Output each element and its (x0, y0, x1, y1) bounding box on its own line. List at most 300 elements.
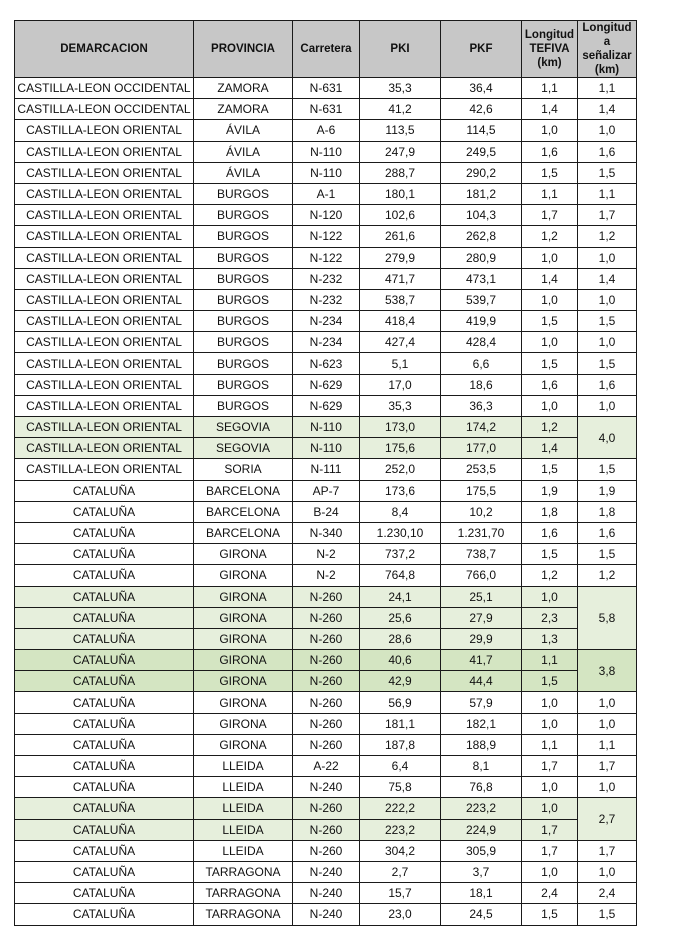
cell-pkf: 6,6 (441, 353, 522, 374)
cell-provincia: BURGOS (194, 205, 293, 226)
cell-pkf: 174,2 (441, 417, 522, 438)
cell-demarcacion: CATALUÑA (15, 692, 194, 713)
cell-carretera: N-623 (293, 353, 360, 374)
cell-provincia: SEGOVIA (194, 417, 293, 438)
cell-provincia: BURGOS (194, 374, 293, 395)
cell-pki: 304,2 (360, 840, 441, 861)
cell-longitud-tefiva: 1,7 (522, 205, 578, 226)
cell-demarcacion: CASTILLA-LEON OCCIDENTAL (15, 99, 194, 120)
cell-demarcacion: CATALUÑA (15, 544, 194, 565)
cell-longitud-tefiva: 1,7 (522, 819, 578, 840)
cell-pkf: 175,5 (441, 480, 522, 501)
cell-longitud-senalizar: 1,7 (578, 205, 637, 226)
table-row (15, 819, 637, 840)
table-row (15, 99, 637, 120)
cell-longitud-senalizar: 3,8 (578, 650, 637, 692)
cell-longitud-senalizar: 1,5 (578, 459, 637, 480)
cell-provincia: BURGOS (194, 395, 293, 416)
cell-provincia: LLEIDA (194, 840, 293, 861)
cell-pkf: 280,9 (441, 247, 522, 268)
cell-carretera: N-260 (293, 671, 360, 692)
cell-longitud-tefiva: 1,5 (522, 671, 578, 692)
cell-longitud-senalizar: 1,5 (578, 353, 637, 374)
cell-carretera: N-120 (293, 205, 360, 226)
cell-carretera: N-260 (293, 628, 360, 649)
cell-carretera: N-260 (293, 692, 360, 713)
cell-demarcacion: CATALUÑA (15, 819, 194, 840)
table-row (15, 501, 637, 522)
cell-longitud-senalizar: 1,1 (578, 183, 637, 204)
table-row (15, 162, 637, 183)
cell-carretera: N-260 (293, 607, 360, 628)
table-row (15, 628, 637, 649)
cell-provincia: SORIA (194, 459, 293, 480)
table-row (15, 205, 637, 226)
cell-longitud-tefiva: 1,1 (522, 183, 578, 204)
cell-carretera: N-260 (293, 713, 360, 734)
cell-provincia: BURGOS (194, 247, 293, 268)
cell-longitud-tefiva: 1,0 (522, 586, 578, 607)
table-body (15, 78, 637, 926)
cell-longitud-tefiva: 1,9 (522, 480, 578, 501)
cell-pki: 25,6 (360, 607, 441, 628)
cell-longitud-tefiva: 1,0 (522, 289, 578, 310)
cell-pki: 35,3 (360, 395, 441, 416)
cell-carretera: N-122 (293, 226, 360, 247)
cell-pki: 288,7 (360, 162, 441, 183)
cell-pki: 173,6 (360, 480, 441, 501)
cell-pkf: 290,2 (441, 162, 522, 183)
cell-longitud-tefiva: 1,2 (522, 417, 578, 438)
cell-provincia: TARRAGONA (194, 904, 293, 925)
cell-longitud-tefiva: 1,0 (522, 247, 578, 268)
cell-pkf: 8,1 (441, 756, 522, 777)
table-row (15, 840, 637, 861)
cell-longitud-tefiva: 1,5 (522, 459, 578, 480)
cell-pki: 56,9 (360, 692, 441, 713)
table-row (15, 438, 637, 459)
cell-longitud-tefiva: 1,0 (522, 692, 578, 713)
cell-provincia: BURGOS (194, 353, 293, 374)
cell-carretera: N-234 (293, 332, 360, 353)
cell-demarcacion: CATALUÑA (15, 883, 194, 904)
cell-demarcacion: CATALUÑA (15, 671, 194, 692)
cell-pkf: 262,8 (441, 226, 522, 247)
cell-carretera: N-260 (293, 840, 360, 861)
header-row (15, 21, 637, 78)
document-page (14, 20, 637, 926)
cell-demarcacion: CATALUÑA (15, 628, 194, 649)
cell-pkf: 44,4 (441, 671, 522, 692)
cell-demarcacion: CASTILLA-LEON ORIENTAL (15, 374, 194, 395)
cell-longitud-senalizar: 1,0 (578, 120, 637, 141)
cell-pkf: 3,7 (441, 861, 522, 882)
cell-pki: 252,0 (360, 459, 441, 480)
cell-longitud-tefiva: 1,0 (522, 120, 578, 141)
cell-demarcacion: CASTILLA-LEON ORIENTAL (15, 438, 194, 459)
cell-carretera: N-631 (293, 99, 360, 120)
cell-carretera: N-232 (293, 268, 360, 289)
table-row (15, 417, 637, 438)
cell-longitud-senalizar: 1,5 (578, 311, 637, 332)
cell-carretera: A-1 (293, 183, 360, 204)
cell-pkf: 419,9 (441, 311, 522, 332)
cell-demarcacion: CATALUÑA (15, 522, 194, 543)
cell-demarcacion: CATALUÑA (15, 840, 194, 861)
table-row (15, 120, 637, 141)
cell-demarcacion: CATALUÑA (15, 734, 194, 755)
table-row (15, 268, 637, 289)
cell-provincia: LLEIDA (194, 798, 293, 819)
cell-longitud-senalizar: 5,8 (578, 586, 637, 650)
cell-demarcacion: CATALUÑA (15, 777, 194, 798)
table-row (15, 78, 637, 99)
cell-carretera: N-260 (293, 586, 360, 607)
cell-provincia: TARRAGONA (194, 883, 293, 904)
table-row (15, 289, 637, 310)
cell-pki: 187,8 (360, 734, 441, 755)
table-row (15, 650, 637, 671)
cell-pkf: 18,6 (441, 374, 522, 395)
cell-demarcacion: CASTILLA-LEON ORIENTAL (15, 141, 194, 162)
cell-carretera: N-260 (293, 734, 360, 755)
table-row (15, 353, 637, 374)
table-row (15, 671, 637, 692)
cell-carretera: N-111 (293, 459, 360, 480)
cell-pki: 17,0 (360, 374, 441, 395)
cell-pkf: 24,5 (441, 904, 522, 925)
cell-pki: 764,8 (360, 565, 441, 586)
cell-pkf: 738,7 (441, 544, 522, 565)
cell-longitud-tefiva: 1,4 (522, 99, 578, 120)
header-carretera: Carretera (293, 21, 360, 78)
cell-pki: 222,2 (360, 798, 441, 819)
cell-carretera: N-110 (293, 162, 360, 183)
cell-provincia: ZAMORA (194, 99, 293, 120)
cell-pkf: 1.231,70 (441, 522, 522, 543)
cell-carretera: N-232 (293, 289, 360, 310)
cell-pki: 427,4 (360, 332, 441, 353)
table-row (15, 459, 637, 480)
cell-pki: 223,2 (360, 819, 441, 840)
table-row (15, 311, 637, 332)
cell-pkf: 766,0 (441, 565, 522, 586)
cell-carretera: B-24 (293, 501, 360, 522)
cell-longitud-tefiva: 1,0 (522, 777, 578, 798)
cell-provincia: LLEIDA (194, 756, 293, 777)
header-pkf: PKF (441, 21, 522, 78)
cell-carretera: N-340 (293, 522, 360, 543)
cell-longitud-senalizar: 1,0 (578, 247, 637, 268)
cell-pki: 40,6 (360, 650, 441, 671)
cell-longitud-senalizar: 1,5 (578, 904, 637, 925)
tramos-table (14, 20, 637, 926)
cell-longitud-senalizar: 1,0 (578, 713, 637, 734)
header-pki: PKI (360, 21, 441, 78)
cell-longitud-tefiva: 1,5 (522, 904, 578, 925)
cell-provincia: BURGOS (194, 226, 293, 247)
cell-pki: 538,7 (360, 289, 441, 310)
cell-longitud-senalizar: 1,9 (578, 480, 637, 501)
table-row (15, 332, 637, 353)
cell-longitud-senalizar: 1,7 (578, 840, 637, 861)
cell-pkf: 27,9 (441, 607, 522, 628)
header-longitud-senalizar: Longitud a señalizar (km) (578, 21, 637, 78)
cell-longitud-senalizar: 1,5 (578, 544, 637, 565)
cell-carretera: N-2 (293, 565, 360, 586)
cell-longitud-tefiva: 1,5 (522, 162, 578, 183)
cell-pkf: 18,1 (441, 883, 522, 904)
table-row (15, 713, 637, 734)
cell-longitud-senalizar: 1,4 (578, 99, 637, 120)
cell-demarcacion: CASTILLA-LEON ORIENTAL (15, 459, 194, 480)
cell-pki: 23,0 (360, 904, 441, 925)
cell-longitud-senalizar: 1,6 (578, 522, 637, 543)
cell-carretera: N-631 (293, 78, 360, 99)
cell-pki: 175,6 (360, 438, 441, 459)
cell-longitud-senalizar: 1,0 (578, 395, 637, 416)
cell-pkf: 177,0 (441, 438, 522, 459)
cell-provincia: BARCELONA (194, 480, 293, 501)
cell-longitud-tefiva: 1,4 (522, 268, 578, 289)
cell-pkf: 253,5 (441, 459, 522, 480)
cell-pkf: 428,4 (441, 332, 522, 353)
table-row (15, 522, 637, 543)
cell-demarcacion: CASTILLA-LEON ORIENTAL (15, 247, 194, 268)
table-row (15, 861, 637, 882)
cell-longitud-senalizar: 1,5 (578, 162, 637, 183)
cell-longitud-tefiva: 1,0 (522, 713, 578, 734)
cell-demarcacion: CATALUÑA (15, 480, 194, 501)
table-row (15, 607, 637, 628)
cell-provincia: ÁVILA (194, 162, 293, 183)
cell-pkf: 305,9 (441, 840, 522, 861)
cell-pki: 8,4 (360, 501, 441, 522)
cell-provincia: ZAMORA (194, 78, 293, 99)
cell-provincia: GIRONA (194, 544, 293, 565)
cell-carretera: A-6 (293, 120, 360, 141)
cell-longitud-tefiva: 1,2 (522, 226, 578, 247)
cell-carretera: N-260 (293, 650, 360, 671)
cell-longitud-tefiva: 2,3 (522, 607, 578, 628)
cell-pki: 261,6 (360, 226, 441, 247)
cell-longitud-tefiva: 1,1 (522, 78, 578, 99)
cell-demarcacion: CASTILLA-LEON ORIENTAL (15, 268, 194, 289)
cell-pki: 173,0 (360, 417, 441, 438)
header-provincia: PROVINCIA (194, 21, 293, 78)
cell-demarcacion: CASTILLA-LEON ORIENTAL (15, 162, 194, 183)
cell-carretera: N-110 (293, 141, 360, 162)
cell-pki: 2,7 (360, 861, 441, 882)
cell-demarcacion: CATALUÑA (15, 565, 194, 586)
cell-longitud-tefiva: 1,5 (522, 544, 578, 565)
cell-longitud-senalizar: 1,0 (578, 692, 637, 713)
cell-demarcacion: CASTILLA-LEON ORIENTAL (15, 289, 194, 310)
header-longitud-tefiva: Longitud TEFIVA (km) (522, 21, 578, 78)
cell-longitud-tefiva: 1,1 (522, 734, 578, 755)
cell-provincia: GIRONA (194, 565, 293, 586)
cell-longitud-tefiva: 1,0 (522, 861, 578, 882)
cell-longitud-tefiva: 1,7 (522, 756, 578, 777)
table-row (15, 734, 637, 755)
cell-longitud-tefiva: 1,6 (522, 374, 578, 395)
cell-longitud-tefiva: 1,4 (522, 438, 578, 459)
cell-demarcacion: CASTILLA-LEON ORIENTAL (15, 395, 194, 416)
cell-provincia: LLEIDA (194, 819, 293, 840)
cell-carretera: N-110 (293, 438, 360, 459)
table-row (15, 183, 637, 204)
cell-pki: 180,1 (360, 183, 441, 204)
cell-demarcacion: CATALUÑA (15, 650, 194, 671)
cell-longitud-tefiva: 1,6 (522, 522, 578, 543)
cell-pki: 181,1 (360, 713, 441, 734)
cell-longitud-senalizar: 1,0 (578, 332, 637, 353)
cell-pki: 737,2 (360, 544, 441, 565)
cell-demarcacion: CATALUÑA (15, 861, 194, 882)
cell-provincia: GIRONA (194, 713, 293, 734)
cell-provincia: GIRONA (194, 734, 293, 755)
cell-carretera: N-2 (293, 544, 360, 565)
cell-pkf: 182,1 (441, 713, 522, 734)
cell-provincia: TARRAGONA (194, 861, 293, 882)
cell-pkf: 42,6 (441, 99, 522, 120)
cell-longitud-senalizar: 1,2 (578, 226, 637, 247)
cell-carretera: N-240 (293, 861, 360, 882)
cell-carretera: A-22 (293, 756, 360, 777)
cell-longitud-tefiva: 1,0 (522, 332, 578, 353)
table-row (15, 544, 637, 565)
cell-provincia: GIRONA (194, 628, 293, 649)
table-row (15, 247, 637, 268)
cell-demarcacion: CATALUÑA (15, 713, 194, 734)
cell-longitud-tefiva: 1,0 (522, 798, 578, 819)
cell-pkf: 104,3 (441, 205, 522, 226)
cell-pki: 418,4 (360, 311, 441, 332)
cell-longitud-senalizar: 1,6 (578, 141, 637, 162)
cell-pki: 24,1 (360, 586, 441, 607)
cell-carretera: N-122 (293, 247, 360, 268)
cell-longitud-tefiva: 1,0 (522, 395, 578, 416)
cell-longitud-tefiva: 1,6 (522, 141, 578, 162)
cell-longitud-tefiva: 1,3 (522, 628, 578, 649)
cell-pki: 247,9 (360, 141, 441, 162)
cell-longitud-tefiva: 1,5 (522, 311, 578, 332)
cell-pkf: 224,9 (441, 819, 522, 840)
cell-longitud-senalizar: 1,1 (578, 78, 637, 99)
cell-longitud-tefiva: 1,1 (522, 650, 578, 671)
cell-provincia: BURGOS (194, 268, 293, 289)
cell-longitud-senalizar: 1,6 (578, 374, 637, 395)
cell-demarcacion: CASTILLA-LEON ORIENTAL (15, 120, 194, 141)
cell-demarcacion: CATALUÑA (15, 607, 194, 628)
cell-pkf: 29,9 (441, 628, 522, 649)
cell-longitud-tefiva: 1,2 (522, 565, 578, 586)
cell-pkf: 249,5 (441, 141, 522, 162)
table-row (15, 692, 637, 713)
cell-pkf: 76,8 (441, 777, 522, 798)
cell-carretera: N-629 (293, 374, 360, 395)
table-row (15, 883, 637, 904)
cell-longitud-senalizar: 2,4 (578, 883, 637, 904)
cell-demarcacion: CASTILLA-LEON ORIENTAL (15, 417, 194, 438)
cell-pki: 6,4 (360, 756, 441, 777)
cell-carretera: N-240 (293, 883, 360, 904)
cell-demarcacion: CASTILLA-LEON ORIENTAL (15, 205, 194, 226)
cell-pki: 75,8 (360, 777, 441, 798)
cell-pki: 41,2 (360, 99, 441, 120)
cell-pkf: 36,3 (441, 395, 522, 416)
cell-longitud-senalizar: 4,0 (578, 417, 637, 459)
cell-longitud-senalizar: 1,7 (578, 756, 637, 777)
table-row (15, 904, 637, 925)
cell-provincia: BURGOS (194, 332, 293, 353)
cell-demarcacion: CASTILLA-LEON ORIENTAL (15, 226, 194, 247)
cell-pkf: 41,7 (441, 650, 522, 671)
cell-pki: 471,7 (360, 268, 441, 289)
cell-demarcacion: CATALUÑA (15, 586, 194, 607)
cell-provincia: BURGOS (194, 311, 293, 332)
cell-pki: 5,1 (360, 353, 441, 374)
cell-longitud-senalizar: 1,0 (578, 289, 637, 310)
cell-demarcacion: CATALUÑA (15, 501, 194, 522)
cell-longitud-tefiva: 1,5 (522, 353, 578, 374)
cell-pki: 279,9 (360, 247, 441, 268)
cell-demarcacion: CATALUÑA (15, 904, 194, 925)
cell-demarcacion: CASTILLA-LEON ORIENTAL (15, 332, 194, 353)
cell-longitud-senalizar: 1,4 (578, 268, 637, 289)
cell-pki: 1.230,10 (360, 522, 441, 543)
cell-demarcacion: CATALUÑA (15, 798, 194, 819)
cell-demarcacion: CASTILLA-LEON ORIENTAL (15, 183, 194, 204)
cell-provincia: GIRONA (194, 671, 293, 692)
cell-carretera: N-260 (293, 819, 360, 840)
cell-pkf: 25,1 (441, 586, 522, 607)
cell-pki: 28,6 (360, 628, 441, 649)
cell-provincia: SEGOVIA (194, 438, 293, 459)
cell-provincia: BARCELONA (194, 522, 293, 543)
cell-provincia: LLEIDA (194, 777, 293, 798)
table-row (15, 777, 637, 798)
cell-pkf: 114,5 (441, 120, 522, 141)
table-row (15, 141, 637, 162)
cell-pkf: 188,9 (441, 734, 522, 755)
cell-provincia: ÁVILA (194, 120, 293, 141)
cell-carretera: N-240 (293, 904, 360, 925)
cell-pkf: 181,2 (441, 183, 522, 204)
cell-longitud-senalizar: 1,8 (578, 501, 637, 522)
cell-provincia: BARCELONA (194, 501, 293, 522)
cell-demarcacion: CASTILLA-LEON ORIENTAL (15, 353, 194, 374)
cell-carretera: N-629 (293, 395, 360, 416)
cell-longitud-tefiva: 1,8 (522, 501, 578, 522)
cell-carretera: N-260 (293, 798, 360, 819)
cell-provincia: BURGOS (194, 183, 293, 204)
cell-provincia: BURGOS (194, 289, 293, 310)
cell-longitud-senalizar: 1,2 (578, 565, 637, 586)
cell-provincia: ÁVILA (194, 141, 293, 162)
cell-pki: 15,7 (360, 883, 441, 904)
cell-pkf: 473,1 (441, 268, 522, 289)
cell-demarcacion: CATALUÑA (15, 756, 194, 777)
cell-carretera: AP-7 (293, 480, 360, 501)
table-row (15, 226, 637, 247)
table-row (15, 480, 637, 501)
header-demarcacion: DEMARCACION (15, 21, 194, 78)
table-row (15, 798, 637, 819)
cell-longitud-senalizar: 1,0 (578, 861, 637, 882)
cell-pkf: 10,2 (441, 501, 522, 522)
cell-longitud-senalizar: 2,7 (578, 798, 637, 840)
